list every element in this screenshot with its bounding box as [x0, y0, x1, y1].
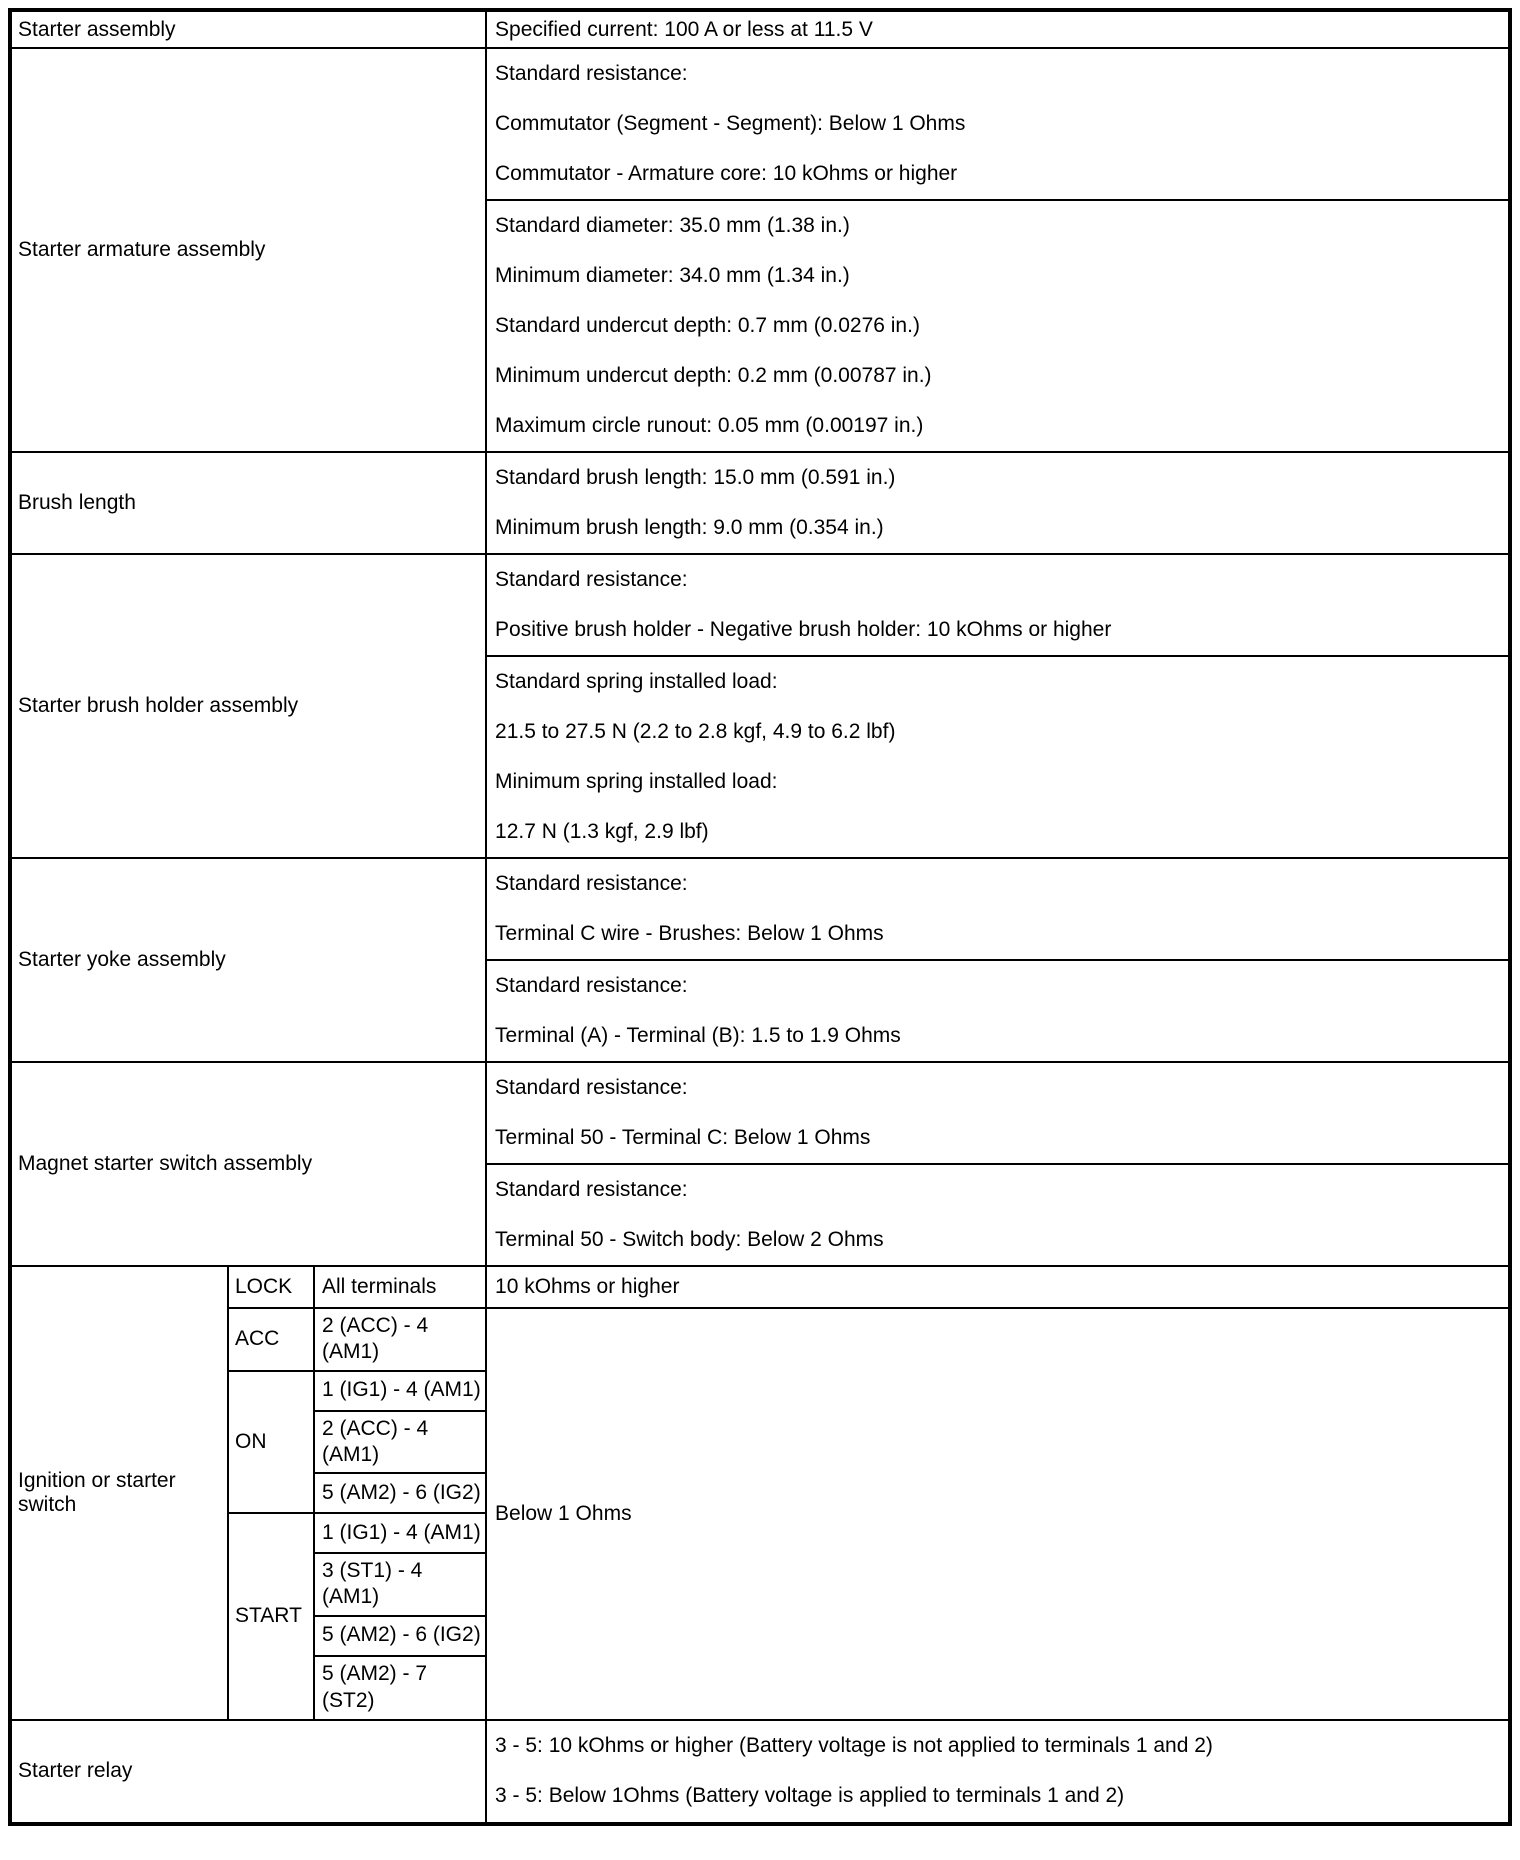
switch-position-on: ON	[228, 1371, 314, 1514]
row-label-brush-length: Brush length	[10, 452, 486, 554]
spec-line: Standard resistance:	[495, 62, 688, 85]
spec-armature-resistance	[486, 48, 1510, 200]
spec-line: Minimum brush length: 9.0 mm (0.354 in.)	[495, 516, 884, 539]
spec-line: Standard resistance:	[495, 974, 688, 997]
spec-line: Standard diameter: 35.0 mm (1.38 in.)	[495, 214, 850, 237]
spec-line: Standard undercut depth: 0.7 mm (0.0276 in.)	[495, 314, 920, 337]
spec-magnet-terminal-50-c	[486, 1062, 1510, 1164]
spec-line: Minimum spring installed load:	[495, 770, 778, 793]
spec-yoke-wire-brushes	[486, 858, 1510, 960]
spec-line: Minimum undercut depth: 0.2 mm (0.00787 in.)	[495, 364, 932, 387]
spec-ignition-value: Below 1 Ohms	[486, 1308, 1510, 1720]
row-label-starter-assembly: Starter assembly	[10, 10, 486, 48]
switch-position-lock: LOCK	[228, 1266, 314, 1308]
row-label-starter-relay: Starter relay	[10, 1720, 486, 1824]
terminals-on-2: 2 (ACC) - 4 (AM1)	[314, 1411, 486, 1474]
row-label-brush-holder-assembly: Starter brush holder assembly	[10, 554, 486, 858]
spec-line: Positive brush holder - Negative brush holder: 10 kOhms or higher	[495, 618, 1112, 641]
row-label-ignition-switch: Ignition or starter switch	[10, 1266, 228, 1720]
spec-lock-value: 10 kOhms or higher	[486, 1266, 1510, 1308]
spec-line: Terminal (A) - Terminal (B): 1.5 to 1.9 Ohms	[495, 1024, 901, 1047]
spec-brush-length	[486, 452, 1510, 554]
spec-line: 21.5 to 27.5 N (2.2 to 2.8 kgf, 4.9 to 6.2 lbf)	[495, 720, 896, 743]
terminals-start-4: 5 (AM2) - 7 (ST2)	[314, 1656, 486, 1720]
spec-line: Standard spring installed load:	[495, 670, 778, 693]
switch-position-acc: ACC	[228, 1308, 314, 1371]
spec-line: Standard resistance:	[495, 872, 688, 895]
row-label-magnet-starter-switch: Magnet starter switch assembly	[10, 1062, 486, 1266]
spec-brush-holder-spring-load	[486, 656, 1510, 858]
spec-line: Standard resistance:	[495, 1178, 688, 1201]
terminals-on-1: 1 (IG1) - 4 (AM1)	[314, 1371, 486, 1411]
spec-line: Terminal 50 - Terminal C: Below 1 Ohms	[495, 1126, 871, 1149]
spec-line: 3 - 5: Below 1Ohms (Battery voltage is applied to terminals 1 and 2)	[495, 1783, 1125, 1807]
spec-starter-relay	[486, 1720, 1510, 1824]
starter-specification-table	[8, 8, 1512, 1826]
spec-armature-dimensions	[486, 200, 1510, 452]
spec-yoke-terminal-ab	[486, 960, 1510, 1062]
terminals-acc: 2 (ACC) - 4 (AM1)	[314, 1308, 486, 1371]
spec-line: Minimum diameter: 34.0 mm (1.34 in.)	[495, 264, 850, 287]
spec-line: Maximum circle runout: 0.05 mm (0.00197 in.)	[495, 414, 924, 437]
spec-line: Standard brush length: 15.0 mm (0.591 in.)	[495, 466, 896, 489]
spec-line: 12.7 N (1.3 kgf, 2.9 lbf)	[495, 820, 709, 843]
spec-line: Terminal C wire - Brushes: Below 1 Ohms	[495, 922, 884, 945]
spec-starter-assembly-current: Specified current: 100 A or less at 11.5 V	[486, 10, 1510, 48]
switch-position-start: START	[228, 1513, 314, 1720]
spec-magnet-terminal-50-body	[486, 1164, 1510, 1266]
terminals-lock: All terminals	[314, 1266, 486, 1308]
spec-line: Terminal 50 - Switch body: Below 2 Ohms	[495, 1228, 884, 1251]
spec-line: Standard resistance:	[495, 568, 688, 591]
spec-line: Commutator - Armature core: 10 kOhms or higher	[495, 162, 958, 185]
terminals-on-3: 5 (AM2) - 6 (IG2)	[314, 1473, 486, 1513]
row-label-starter-yoke-assembly: Starter yoke assembly	[10, 858, 486, 1062]
terminals-start-1: 1 (IG1) - 4 (AM1)	[314, 1513, 486, 1553]
spec-line: Standard resistance:	[495, 1076, 688, 1099]
row-label-starter-armature-assembly: Starter armature assembly	[10, 48, 486, 452]
spec-line: 3 - 5: 10 kOhms or higher (Battery voltage is not applied to terminals 1 and 2)	[495, 1733, 1213, 1757]
terminals-start-2: 3 (ST1) - 4 (AM1)	[314, 1553, 486, 1616]
spec-brush-holder-resistance	[486, 554, 1510, 656]
terminals-start-3: 5 (AM2) - 6 (IG2)	[314, 1616, 486, 1656]
spec-line: Commutator (Segment - Segment): Below 1 Ohms	[495, 112, 966, 135]
